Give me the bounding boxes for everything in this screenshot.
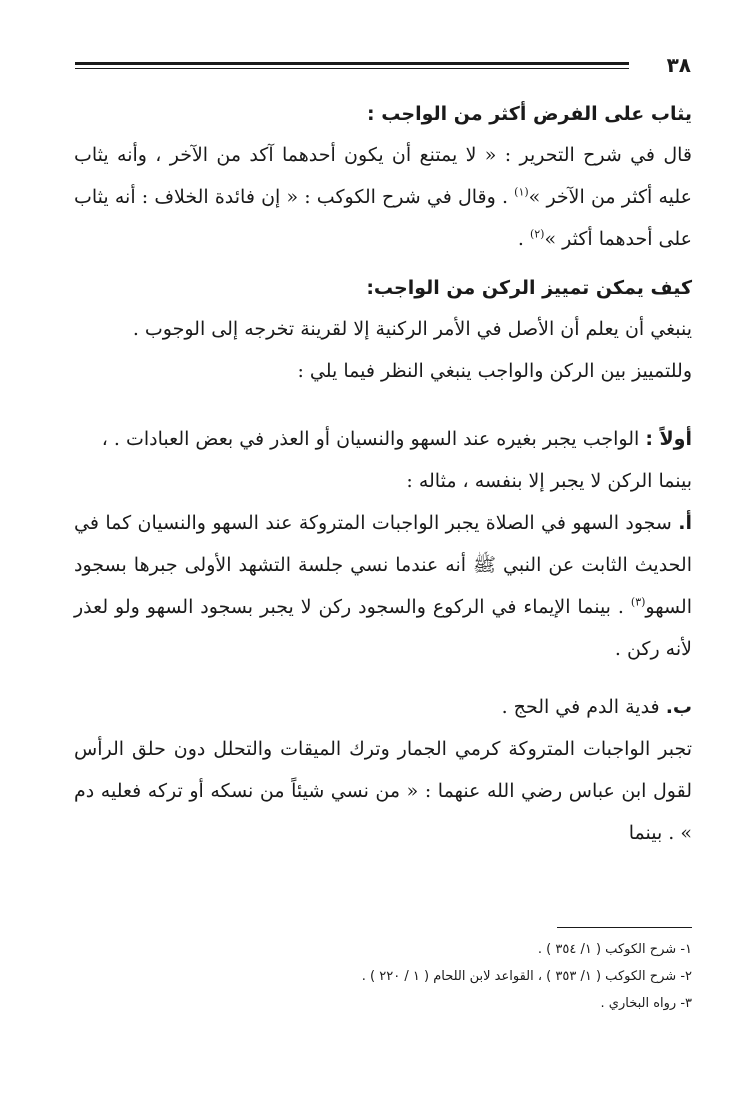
paragraph-distinction-intro: وللتمييز بين الركن والواجب ينبغي النظر فيما يلي : bbox=[297, 360, 692, 382]
section-heading-distinction: كيف يمكن تمييز الركن من الواجب: bbox=[366, 277, 692, 299]
footnote-2: ٢- شرح الكوكب ( ١/ ٣٥٣ ) ، القواعد لابن اللحام ( ١ / ٢٢٠ ) . bbox=[361, 969, 692, 984]
text-line: فدية الدم في الحج . bbox=[501, 696, 666, 718]
text-line: . وقال في شرح الكوكب : « إن فائدة الخلاف : أنه bbox=[114, 186, 515, 208]
footnotes-section bbox=[74, 927, 692, 1017]
spacer bbox=[74, 670, 692, 686]
text-line: . بينما الإيماء في الركوع والسجود ركن لا يجبر بسجود السهو ولو لعذر لأنه ركن . bbox=[74, 596, 692, 660]
header-rule bbox=[75, 62, 629, 65]
page-body bbox=[74, 94, 692, 854]
spacer bbox=[74, 392, 692, 418]
paragraph-point-first bbox=[74, 418, 692, 460]
footnote-ref-1[interactable]: (١) bbox=[514, 185, 529, 199]
point-label-first: أولاً : bbox=[645, 428, 692, 450]
section-heading-fard: يثاب على الفرض أكثر من الواجب : bbox=[367, 103, 692, 125]
paragraph-item-b-heading bbox=[74, 686, 692, 728]
text-line: عليه أكثر من الآخر » bbox=[528, 186, 692, 208]
text-line: الواجب يجبر بغيره عند السهو والنسيان أو العذر في بعض العبادات . ، bbox=[101, 428, 646, 450]
footnote-1: ١- شرح الكوكب ( ١/ ٣٥٤ ) . bbox=[537, 942, 692, 957]
paragraph-principle: ينبغي أن يعلم أن الأصل في الأمر الركنية إلا لقرينة تخرجه إلى الوجوب . bbox=[132, 318, 692, 340]
header-rule-thin bbox=[75, 68, 629, 69]
text-line: قال في شرح التحرير : « لا يمتنع أن يكون أحدهما آكد من الآخر ، وأنه يثاب bbox=[74, 144, 692, 166]
footnote-separator bbox=[557, 927, 692, 928]
paragraph-point-first-cont: بينما الركن لا يجبر إلا بنفسه ، مثاله : bbox=[406, 470, 692, 492]
spacer bbox=[74, 260, 692, 268]
paragraph-item-b: تجبر الواجبات المتروكة كرمي الجمار وترك الميقات والتحلل دون حلق الرأس لقول ابن عباس رضي الله عنهما : « من نسي شيئاً من نسكه أو تركه فعليه دم » . بينما bbox=[74, 738, 692, 844]
text-line: . bbox=[517, 228, 530, 250]
footnote-3: ٣- رواه البخاري . bbox=[600, 996, 692, 1011]
text-line: سجود السهو في الصلاة يجبر الواجبات المتروكة عند السهو والنسيان كما في الحديث الثابت عن النبي ﷺ أنه عندما نسي جلسة التشهد الأولى جبرها بسجود السهو bbox=[74, 512, 692, 618]
page-number: ٣٨ bbox=[666, 53, 691, 77]
paragraph-tahrir-quote bbox=[74, 134, 692, 260]
footnote-ref-3[interactable]: (٣) bbox=[630, 595, 646, 609]
text-line: يثاب على أحدهما أكثر » bbox=[74, 186, 692, 250]
paragraph-item-a bbox=[74, 502, 692, 670]
footnote-ref-2[interactable]: (٢) bbox=[529, 227, 545, 241]
item-label-a: أ. bbox=[678, 512, 692, 534]
item-label-b: ب. bbox=[665, 696, 692, 718]
page-header bbox=[75, 52, 691, 82]
